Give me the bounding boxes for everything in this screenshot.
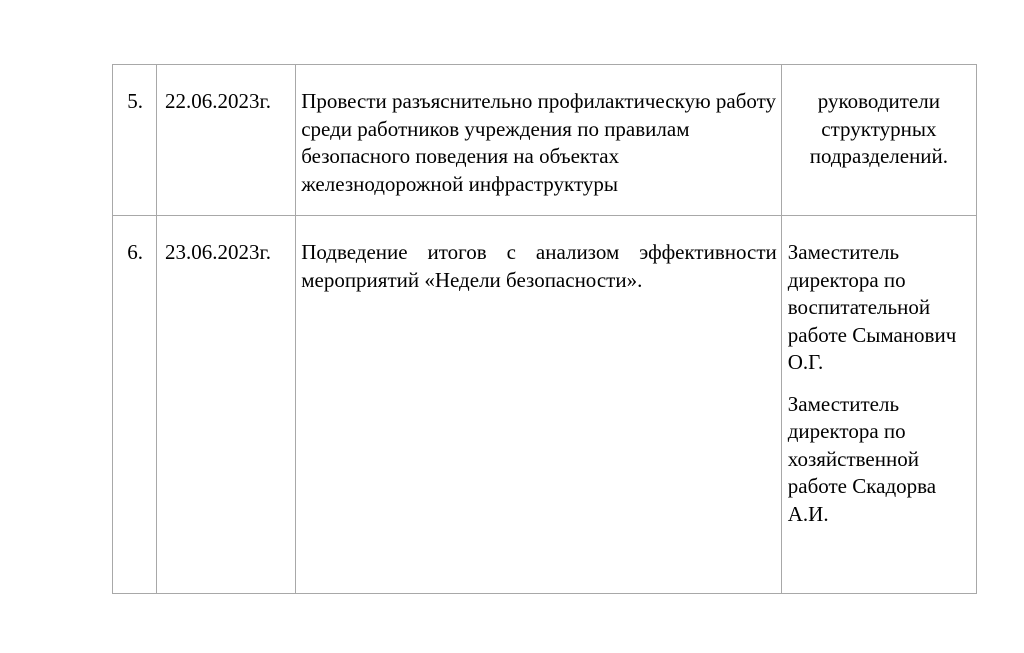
table-row <box>113 65 977 216</box>
event-date: 22.06.2023г. <box>165 89 272 113</box>
responsible-person: руководители структурных подразделений. <box>809 89 949 168</box>
events-table <box>112 64 977 594</box>
row-number: 5. <box>127 89 144 113</box>
row-number: 6. <box>127 240 144 264</box>
responsible-cell <box>781 216 976 594</box>
row-number-cell <box>113 65 157 216</box>
event-task: Подведение итогов с анализом эффективности мероприятий «Недели безопасности». <box>301 240 777 292</box>
date-cell <box>157 216 296 594</box>
responsible-cell <box>781 65 976 216</box>
event-date: 23.06.2023г. <box>165 240 272 264</box>
task-cell <box>296 216 782 594</box>
responsible-person: Заместитель директора по воспитательной работе Сыманович О.Г. <box>787 240 957 374</box>
date-cell <box>157 65 296 216</box>
table-row <box>113 216 977 594</box>
task-cell <box>296 65 782 216</box>
event-task: Провести разъяснительно профилактическую работу среди работников учреждения по правилам безопасного поведения на объектах железнодорожной инфраструктуры <box>301 89 777 196</box>
responsible-person: Заместитель директора по хозяйственной работе Скадорва А.И. <box>787 391 937 526</box>
row-number-cell <box>113 216 157 594</box>
